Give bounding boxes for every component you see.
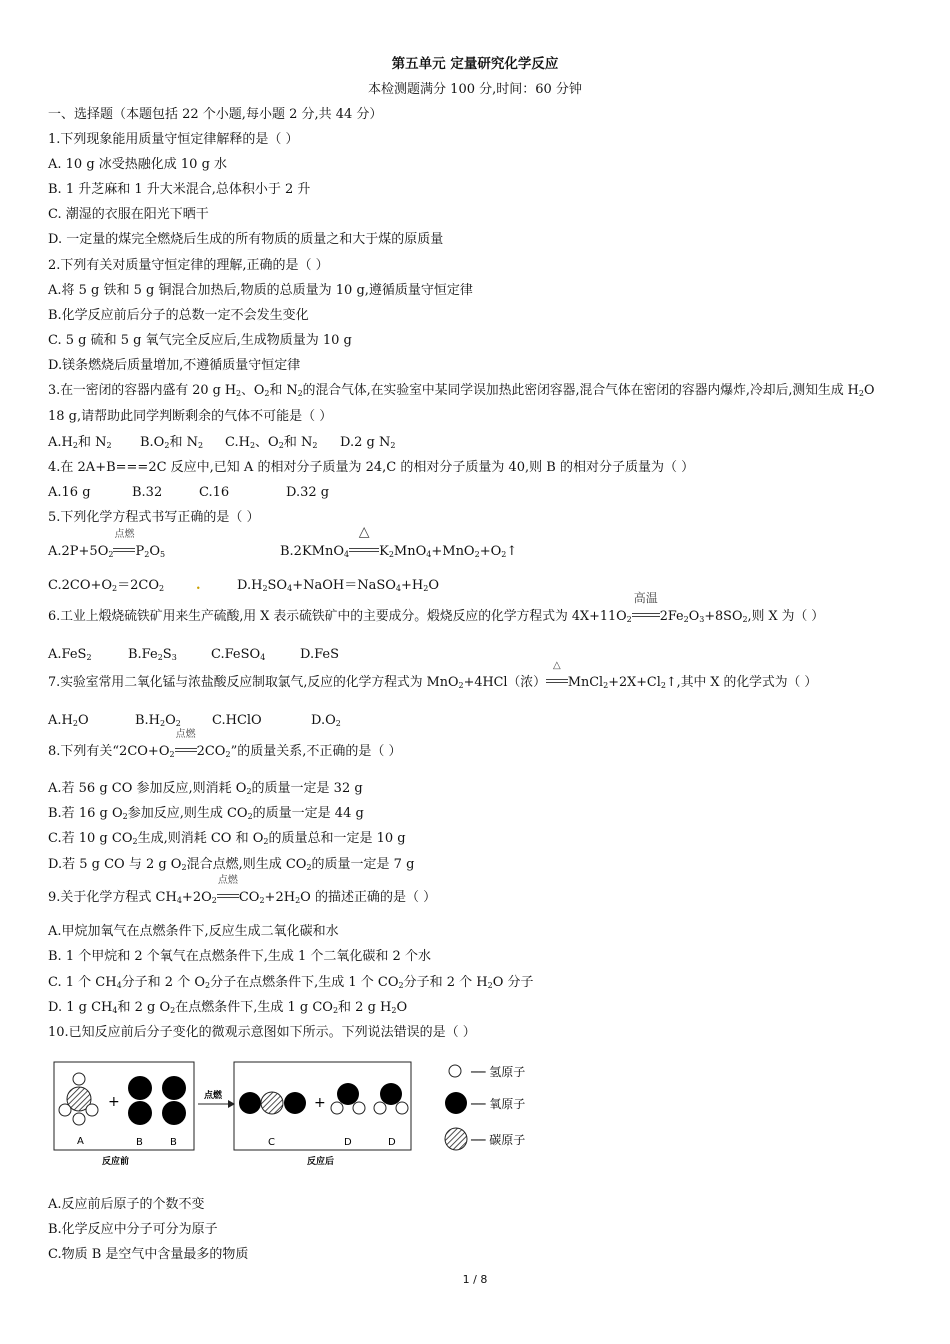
q3-stem: 3.在一密闭的容器内盛有 20 g $H_2$、$O_2$和 $N_2$的混合气体,在实验室中某同学误加热此密闭容器,混合气体在密闭的容器内爆炸,冷却后,测知生成 $H_2O$ bbox=[48, 383, 875, 398]
q3-stem-line2: 18 g,请帮助此同学判断剩余的气体不可能是（ ） bbox=[48, 409, 333, 424]
molecule-b bbox=[128, 1076, 152, 1125]
label-d: D bbox=[344, 1137, 352, 1148]
legend-hydrogen-icon bbox=[449, 1065, 461, 1077]
q2-option-c: C. 5 g 硫和 5 g 氧气完全反应后,生成物质量为 10 g bbox=[48, 333, 352, 348]
stray-dot: . bbox=[196, 578, 201, 593]
q4-options bbox=[48, 484, 329, 502]
q8-option-b: B.若 16 g $O_2$参加反应,则生成 $CO_2$的质量一定是 44 g bbox=[48, 806, 364, 821]
page-subtitle: 本检测题满分 100 分,时间：60 分钟 bbox=[368, 82, 582, 97]
q7-option-d: $D.O_2$ bbox=[311, 713, 341, 728]
q4-option-c: C.16 bbox=[199, 485, 230, 500]
page-number: 1 / 8 bbox=[462, 1273, 488, 1286]
q9-option-d: D. 1 g $CH_4$和 2 g $O_2$在点燃条件下,生成 1 g $CO_2$和 2 g $H_2O$ bbox=[48, 1000, 408, 1015]
q1-stem: 1.下列现象能用质量守恒定律解释的是（ ） bbox=[48, 132, 299, 147]
label-a: A bbox=[77, 1136, 84, 1147]
hydrogen-atom bbox=[353, 1102, 365, 1114]
oxygen-atom bbox=[128, 1076, 152, 1100]
q5-b-condition: △ bbox=[349, 543, 379, 561]
q4-option-a: A.16 g bbox=[48, 485, 91, 500]
q1-option-b: B. 1 升芝麻和 1 升大米混合,总体积小于 2 升 bbox=[48, 182, 311, 197]
q6-stem: 6.工业上煅烧硫铁矿用来生产硫酸,用 X 表示硫铁矿中的主要成分。煅烧反应的化学方程式为 $4X+11O_2$ 高温 $2Fe_2O_3+8SO_2$,则 X 为（ ） bbox=[48, 591, 825, 624]
q5-options-cd bbox=[48, 577, 439, 595]
plus-sign: + bbox=[108, 1094, 120, 1110]
q2-option-b: B.化学反应前后分子的总数一定不会发生变化 bbox=[48, 308, 309, 323]
label-d: D bbox=[388, 1137, 396, 1148]
q8-option-c: C.若 10 g $CO_2$生成,则消耗 CO 和 $O_2$的质量总和一定是 10 g bbox=[48, 831, 406, 846]
q7-condition: △ bbox=[546, 674, 568, 692]
q3-option-c: $C.H_2$、$O_2$和 $N_2$ bbox=[225, 435, 318, 450]
q10-option-a: A.反应前后原子的个数不变 bbox=[48, 1197, 205, 1212]
arrow-label: 点燃 bbox=[204, 1091, 223, 1101]
q7-option-a: $A.H_2O$ bbox=[48, 713, 89, 728]
q5-options-ab bbox=[48, 524, 518, 561]
q8-option-d: D.若 5 g CO 与 2 g $O_2$混合点燃,则生成 $CO_2$的质量一定是 7 g bbox=[48, 857, 415, 872]
molecule-c bbox=[239, 1092, 306, 1114]
q6-option-d: D.FeS bbox=[300, 647, 339, 662]
q10-option-c: C.物质 B 是空气中含量最多的物质 bbox=[48, 1247, 249, 1262]
oxygen-atom bbox=[128, 1101, 152, 1125]
hydrogen-atom bbox=[59, 1104, 71, 1116]
q4-option-b: B.32 bbox=[132, 485, 163, 500]
legend-oxygen: ── 氧原子 bbox=[471, 1097, 526, 1111]
q9-stem: 9.关于化学方程式 $CH_4+2O_2$ 点燃 $CO_2+2H_2O$ 的描述正确的是（ ） bbox=[48, 875, 437, 905]
q6-condition: 高温 bbox=[632, 608, 660, 626]
q3-option-b: $B.O_2$和 $N_2$ bbox=[140, 435, 204, 450]
q10-option-b: B.化学反应中分子可分为原子 bbox=[48, 1222, 218, 1237]
q6-option-a: A.FeS$_2$ bbox=[48, 647, 92, 662]
q6-option-b: $B.Fe_2S_3$ bbox=[128, 647, 177, 662]
q2-stem: 2.下列有关对质量守恒定律的理解,正确的是（ ） bbox=[48, 258, 329, 273]
q4-option-d: D.32 g bbox=[286, 485, 330, 500]
q5-option-d: $D.H_2SO_4+NaOH=NaSO_4+H_2O$ bbox=[237, 578, 439, 593]
q5-stem: 5.下列化学方程式书写正确的是（ ） bbox=[48, 510, 260, 525]
q7-stem: 7.实验室常用二氧化锰与浓盐酸反应制取氯气,反应的化学方程式为 MnO$_2$+4HCl（浓） △ $MnCl_2+2X+Cl_2↑$,其中 X 的化学式为（ ） bbox=[48, 660, 818, 690]
page-title: 第五单元 定量研究化学反应 bbox=[391, 56, 559, 72]
oxygen-atom bbox=[162, 1076, 186, 1100]
q6-options bbox=[48, 646, 339, 664]
label-b: B bbox=[136, 1137, 143, 1148]
q8-stem: 8.下列有关“$2CO+O_2$ 点燃 $2CO_2$”的质量关系,不正确的是（ ） bbox=[48, 729, 402, 759]
q7-option-c: C.HClO bbox=[212, 713, 262, 728]
q7-options bbox=[48, 712, 341, 730]
q3-option-a: $A.H_2$和 $N_2$ bbox=[48, 435, 112, 450]
q8-condition: 点燃 bbox=[175, 743, 197, 761]
q8-option-a: A.若 56 g CO 参加反应,则消耗 $O_2$的质量一定是 32 g bbox=[48, 781, 363, 796]
q6-option-c: C.FeSO$_4$ bbox=[211, 647, 266, 662]
oxygen-atom bbox=[284, 1092, 306, 1114]
q7-option-b: $B.H_2O_2$ bbox=[135, 713, 181, 728]
q3-option-d: D.2 g $N_2$ bbox=[340, 435, 396, 450]
q9-option-c: C. 1 个 $CH_4$分子和 2 个 $O_2$分子在点燃条件下,生成 1 个 $CO_2$分子和 2 个 $H_2O$ 分子 bbox=[48, 975, 534, 990]
q5-a-condition: 点燃 bbox=[113, 543, 135, 561]
q5-option-a: $A.2P+5O_2$ 点燃 $P_2O_5$ bbox=[48, 529, 166, 559]
legend-hydrogen: ── 氢原子 bbox=[471, 1065, 526, 1079]
q1-option-a: A. 10 g 冰受热融化成 10 g 水 bbox=[48, 157, 228, 172]
plus-sign: + bbox=[314, 1095, 326, 1111]
label-b: B bbox=[170, 1137, 177, 1148]
q4-stem: 4.在 2A+B===2C 反应中,已知 A 的相对分子质量为 24,C 的相对分子质量为 40,则 B 的相对分子质量为（ ） bbox=[48, 460, 695, 475]
q2-option-a: A.将 5 g 铁和 5 g 铜混合加热后,物质的总质量为 10 g,遵循质量守恒定律 bbox=[48, 283, 473, 298]
molecular-diagram bbox=[52, 1058, 552, 1173]
molecule-d bbox=[374, 1083, 408, 1114]
after-label: 反应后 bbox=[307, 1157, 335, 1167]
q10-stem: 10.已知反应前后分子变化的微观示意图如下所示。下列说法错误的是（ ） bbox=[48, 1025, 476, 1040]
legend-oxygen-icon bbox=[445, 1092, 467, 1114]
hydrogen-atom bbox=[331, 1102, 343, 1114]
q1-option-d: D. 一定量的煤完全燃烧后生成的所有物质的质量之和大于煤的原质量 bbox=[48, 232, 444, 247]
hydrogen-atom bbox=[73, 1113, 85, 1125]
hydrogen-atom bbox=[86, 1104, 98, 1116]
q5-option-c: $C.2CO+O_2=2CO_2$ bbox=[48, 578, 165, 593]
q5-option-b: B.2KMnO$_4$ △ $K_2MnO_4+MnO_2+O_2↑$ bbox=[280, 524, 518, 559]
hydrogen-atom bbox=[73, 1073, 85, 1085]
hydrogen-atom bbox=[374, 1102, 386, 1114]
q9-option-a: A.甲烷加氧气在点燃条件下,反应生成二氧化碳和水 bbox=[48, 924, 339, 939]
q9-condition: 点燃 bbox=[217, 889, 239, 907]
oxygen-atom bbox=[239, 1092, 261, 1114]
oxygen-atom bbox=[337, 1083, 359, 1105]
molecule-b bbox=[162, 1076, 186, 1125]
q2-option-d: D.镁条燃烧后质量增加,不遵循质量守恒定律 bbox=[48, 358, 301, 373]
label-c: C bbox=[268, 1137, 275, 1148]
before-label: 反应前 bbox=[102, 1157, 130, 1167]
q1-option-c: C. 潮湿的衣服在阳光下晒干 bbox=[48, 207, 209, 222]
section-heading: 一、选择题（本题包括 22 个小题,每小题 2 分,共 44 分） bbox=[48, 107, 383, 122]
legend-carbon-icon bbox=[445, 1128, 467, 1150]
oxygen-atom bbox=[380, 1083, 402, 1105]
legend-carbon: ── 碳原子 bbox=[471, 1133, 526, 1147]
oxygen-atom bbox=[162, 1101, 186, 1125]
hydrogen-atom bbox=[396, 1102, 408, 1114]
q3-options bbox=[48, 434, 395, 452]
q9-option-b: B. 1 个甲烷和 2 个氧气在点燃条件下,生成 1 个二氧化碳和 2 个水 bbox=[48, 949, 431, 964]
carbon-atom bbox=[261, 1092, 283, 1114]
molecule-d bbox=[331, 1083, 365, 1114]
molecule-a bbox=[59, 1073, 98, 1125]
